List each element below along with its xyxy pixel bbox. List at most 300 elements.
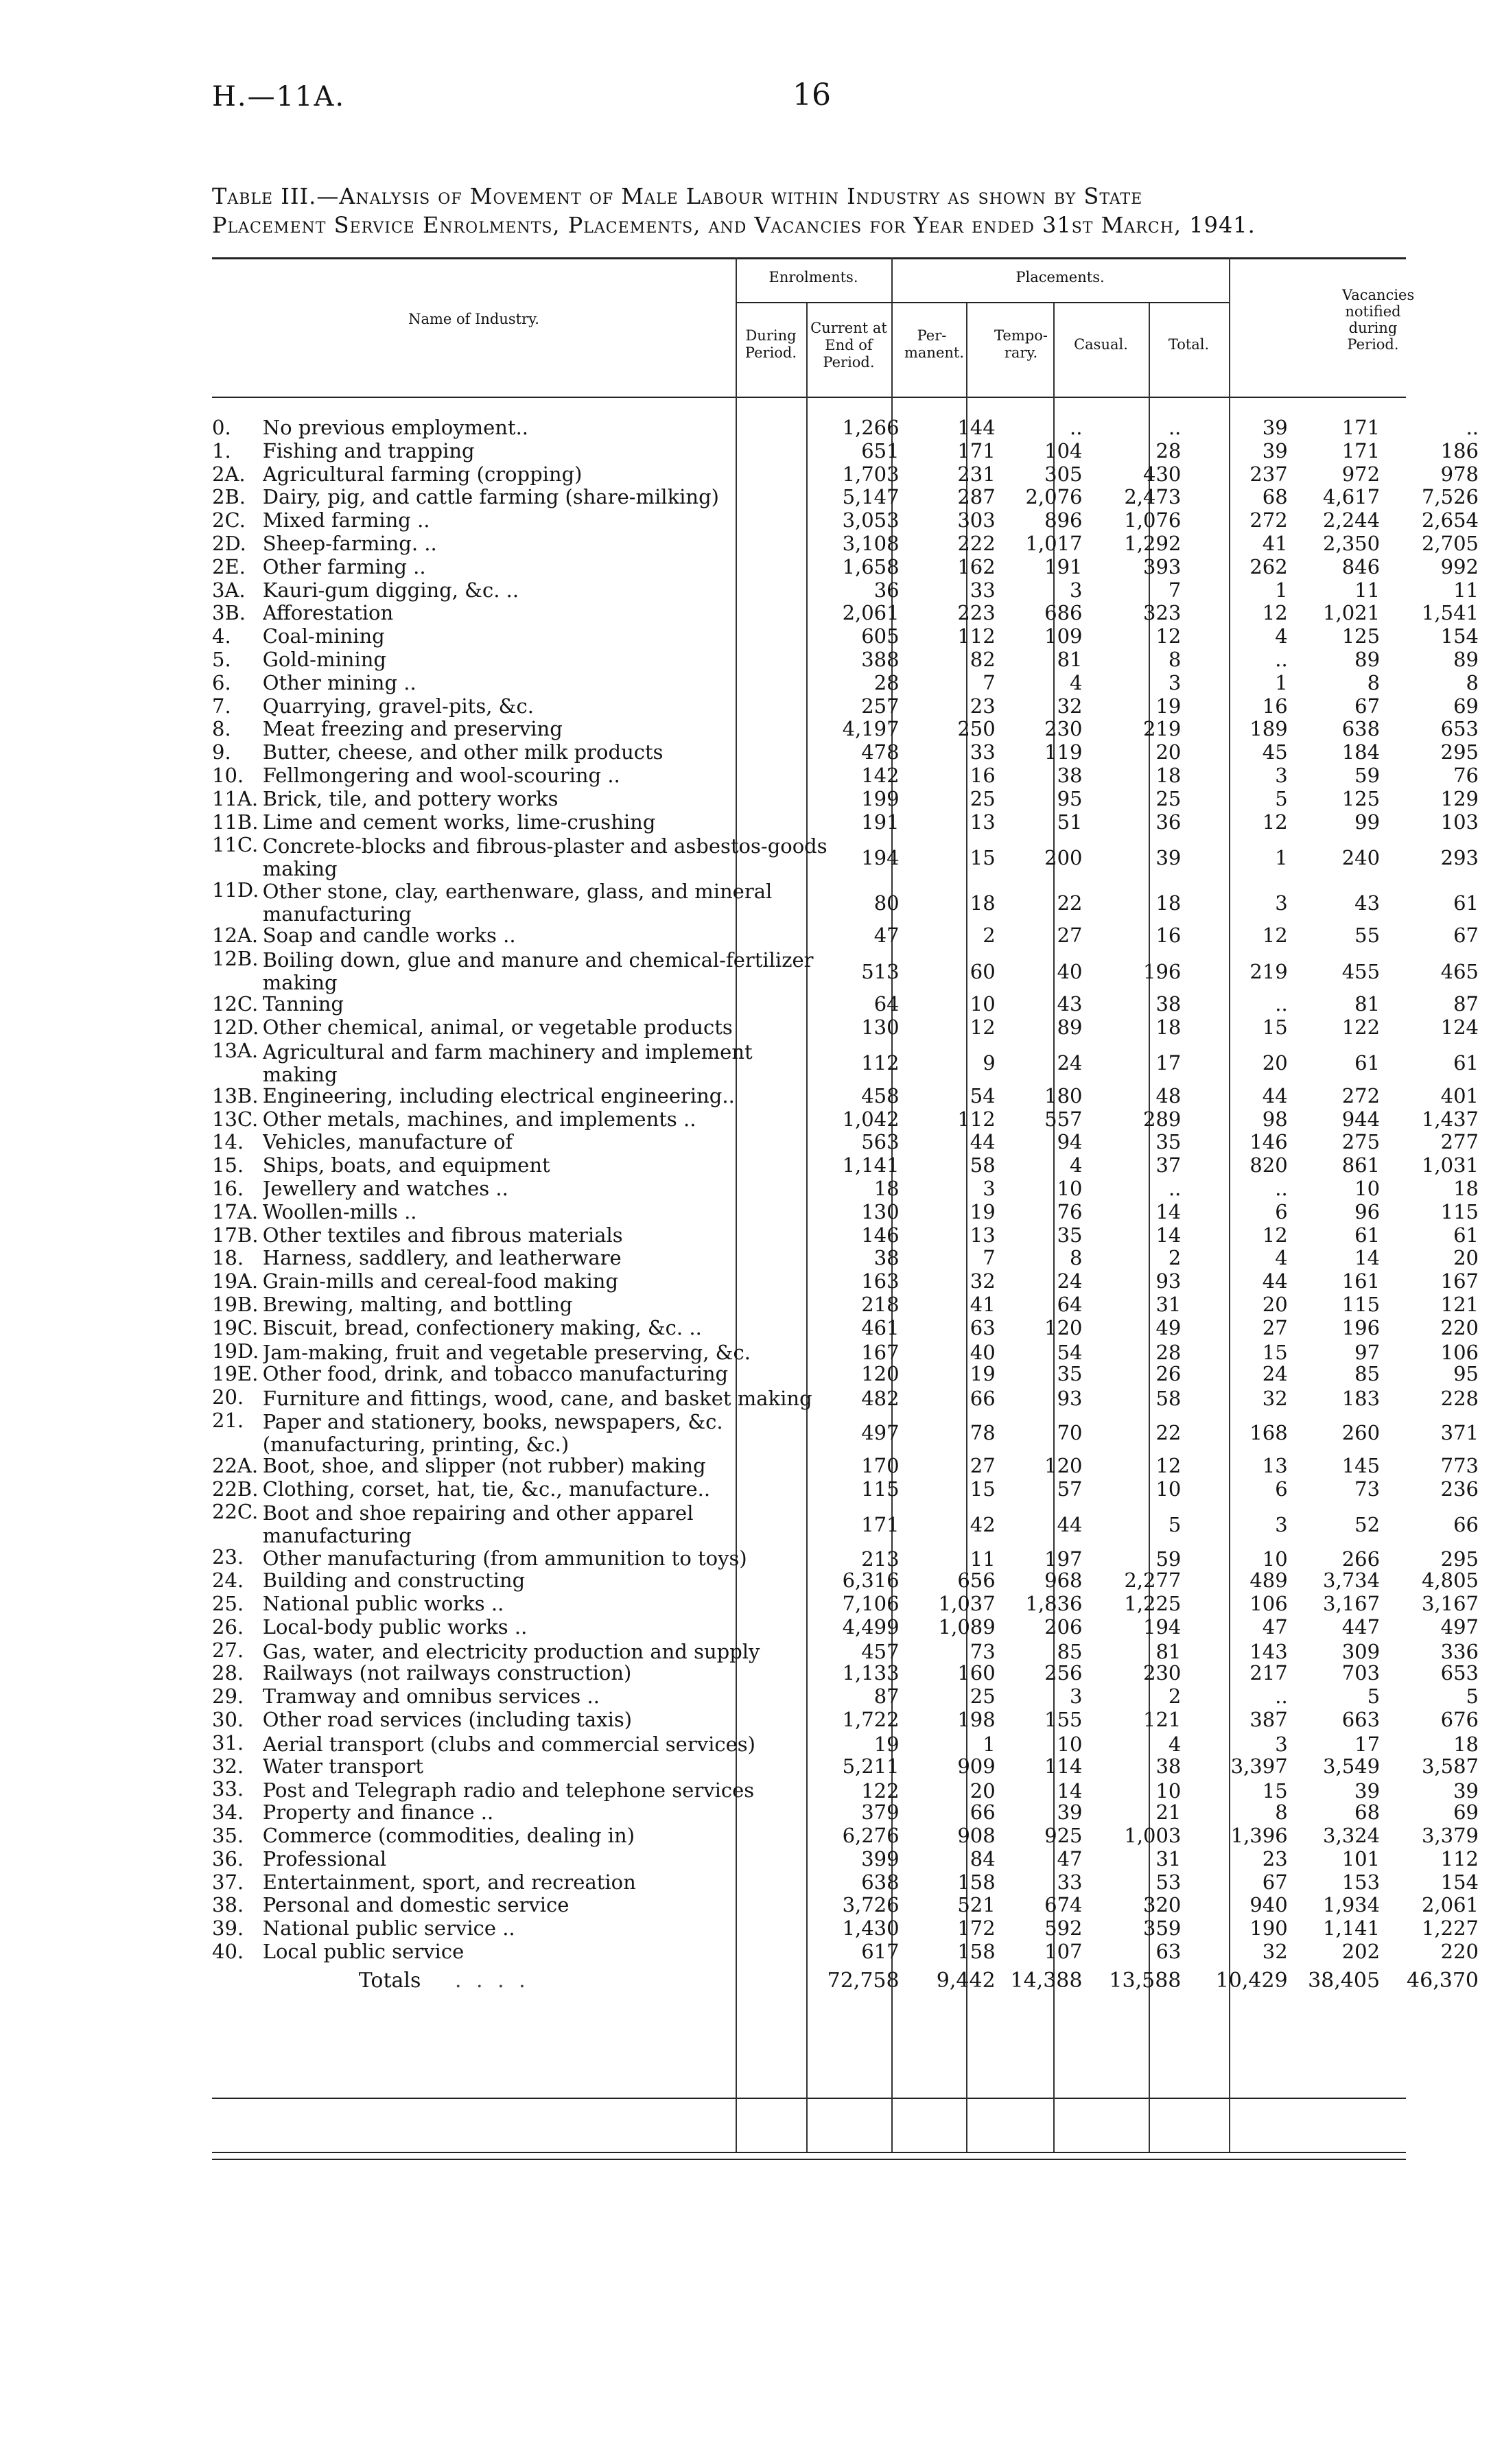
cell-casual: 106 bbox=[1249, 1594, 1288, 1616]
cell-vacancies: 67 bbox=[1453, 926, 1479, 948]
cell-temporary: 25 bbox=[1155, 788, 1182, 810]
cell-vacancies: 5 bbox=[1466, 1687, 1479, 1709]
cell-total: 5 bbox=[1367, 1687, 1381, 1709]
cell-total: 161 bbox=[1341, 1271, 1381, 1293]
cell-vacancies: 66 bbox=[1453, 1512, 1479, 1536]
table-row bbox=[212, 926, 1491, 949]
cell-current: 73 bbox=[970, 1640, 996, 1664]
industry-code: 19C. bbox=[212, 1317, 259, 1339]
cell-vacancies: 992 bbox=[1440, 556, 1479, 578]
industry-code: 19A. bbox=[212, 1271, 259, 1293]
cell-vacancies: 69 bbox=[1453, 1803, 1479, 1824]
cell-current: 1,037 bbox=[938, 1594, 996, 1616]
cell-temporary: 289 bbox=[1143, 1109, 1182, 1131]
table-row bbox=[212, 1594, 1491, 1617]
cell-permanent: 38 bbox=[1057, 765, 1083, 787]
industry-name: Agricultural and farm machinery and implement making bbox=[262, 1040, 753, 1086]
cell-permanent: 94 bbox=[1057, 1132, 1083, 1154]
cell-vacancies: 103 bbox=[1440, 812, 1479, 834]
cell-permanent: 10 bbox=[1057, 1733, 1083, 1757]
industry-name: Fishing and trapping bbox=[262, 441, 475, 462]
table-row bbox=[212, 719, 1491, 742]
table-row bbox=[212, 1895, 1491, 1919]
cell-casual: 45 bbox=[1262, 742, 1288, 764]
industry-code: 29. bbox=[212, 1687, 244, 1709]
cell-vacancies: 167 bbox=[1440, 1271, 1479, 1293]
totals-row bbox=[212, 1965, 1491, 1998]
cell-permanent: 35 bbox=[1057, 1364, 1083, 1386]
cell-during: 146 bbox=[861, 1225, 900, 1247]
cell-casual: 27 bbox=[1262, 1317, 1288, 1339]
industry-name: Kauri-gum digging, &c. .. bbox=[262, 580, 519, 602]
industry-code: 30. bbox=[212, 1710, 244, 1732]
cell-temporary: 1,225 bbox=[1124, 1594, 1182, 1616]
cell-casual: 217 bbox=[1249, 1663, 1288, 1685]
industry-name: Other road services (including taxis) bbox=[262, 1710, 633, 1732]
cell-casual: 3 bbox=[1275, 1512, 1288, 1536]
industry-code: 3A. bbox=[212, 580, 246, 602]
cell-during: 28 bbox=[873, 672, 900, 694]
cell-vacancies: 220 bbox=[1440, 1317, 1479, 1339]
cell-vacancies: 465 bbox=[1440, 959, 1479, 983]
industry-name: Local-body public works .. bbox=[262, 1617, 528, 1639]
cell-vacancies: 7,526 bbox=[1421, 487, 1479, 509]
industry-code: 24. bbox=[212, 1571, 244, 1593]
cell-vacancies: 11 bbox=[1453, 580, 1479, 602]
industry-code: 6. bbox=[212, 672, 231, 694]
cell-total: 703 bbox=[1341, 1663, 1381, 1685]
cell-casual: 24 bbox=[1262, 1364, 1288, 1386]
industry-name: Other stone, clay, earthenware, glass, and mineral manufacturing bbox=[262, 880, 773, 926]
cell-current: 41 bbox=[970, 1294, 996, 1316]
cell-vacancies: 2,705 bbox=[1421, 533, 1479, 555]
cell-current: 25 bbox=[970, 788, 996, 810]
table-row bbox=[212, 789, 1491, 812]
cell-permanent: 191 bbox=[1044, 556, 1083, 578]
cell-current: 82 bbox=[970, 649, 996, 671]
industry-code: 12D. bbox=[212, 1017, 259, 1039]
cell-current: 250 bbox=[957, 719, 996, 741]
cell-current: 160 bbox=[957, 1663, 996, 1685]
cell-casual: 15 bbox=[1262, 1341, 1288, 1364]
cell-permanent: 206 bbox=[1044, 1617, 1083, 1639]
industry-code: 22B. bbox=[212, 1479, 259, 1501]
cell-temporary: 320 bbox=[1143, 1895, 1182, 1917]
cell-casual: 20 bbox=[1262, 1294, 1288, 1316]
cell-vacancies: 61 bbox=[1453, 891, 1479, 915]
cell-permanent: 104 bbox=[1044, 441, 1083, 462]
cell-temporary: 59 bbox=[1155, 1547, 1182, 1571]
cell-permanent: 155 bbox=[1044, 1710, 1083, 1732]
header-name-of-industry: Name of Industry. bbox=[408, 311, 539, 327]
cell-current: 23 bbox=[970, 696, 996, 718]
cell-during: 115 bbox=[861, 1479, 900, 1501]
cell-temporary: 7 bbox=[1168, 580, 1182, 602]
cell-current: 27 bbox=[970, 1455, 996, 1477]
cell-during: 651 bbox=[861, 441, 900, 462]
cell-during: 482 bbox=[861, 1387, 900, 1411]
cell-casual: 44 bbox=[1262, 1271, 1288, 1293]
cell-current: 112 bbox=[957, 626, 996, 648]
cell-casual: 1 bbox=[1275, 672, 1288, 694]
table-row bbox=[212, 1779, 1491, 1803]
cell-casual: 6 bbox=[1275, 1201, 1288, 1223]
header-vacancies: Vacancies notified during Period. bbox=[1342, 287, 1415, 353]
table-row bbox=[212, 1295, 1491, 1318]
cell-vacancies: 87 bbox=[1453, 994, 1479, 1016]
cell-current: 231 bbox=[957, 464, 996, 486]
cell-casual: .. bbox=[1275, 649, 1288, 671]
cell-permanent: 43 bbox=[1057, 994, 1083, 1016]
cell-permanent: 592 bbox=[1044, 1919, 1083, 1940]
cell-temporary: 230 bbox=[1143, 1663, 1182, 1685]
cell-during: 122 bbox=[861, 1779, 900, 1803]
cell-current: 223 bbox=[957, 603, 996, 625]
totals-top-rule bbox=[212, 2098, 1406, 2099]
cell-casual: 41 bbox=[1262, 533, 1288, 555]
table-row bbox=[212, 1663, 1491, 1687]
cell-casual: 98 bbox=[1262, 1109, 1288, 1131]
cell-during: 199 bbox=[861, 788, 900, 810]
cell-vacancies: 115 bbox=[1440, 1201, 1479, 1223]
cell-total: 14 bbox=[1354, 1248, 1381, 1270]
cell-vacancies: 18 bbox=[1453, 1733, 1479, 1757]
cell-during: 3,053 bbox=[842, 511, 900, 532]
table-row bbox=[212, 835, 1491, 880]
cell-during: 638 bbox=[861, 1872, 900, 1894]
industry-code: 19B. bbox=[212, 1294, 259, 1316]
cell-vacancies: 2,654 bbox=[1421, 511, 1479, 532]
cell-current: 33 bbox=[970, 742, 996, 764]
cell-permanent: 2,076 bbox=[1025, 487, 1083, 509]
industry-code: 18. bbox=[212, 1248, 244, 1270]
cell-permanent: 93 bbox=[1057, 1387, 1083, 1411]
cell-temporary: 121 bbox=[1143, 1710, 1182, 1732]
industry-name: Railways (not railways construction) bbox=[262, 1663, 632, 1685]
industry-name: Woollen-mills .. bbox=[262, 1201, 417, 1223]
cell-temporary: 35 bbox=[1155, 1132, 1182, 1154]
cell-total: 59 bbox=[1354, 765, 1381, 787]
cell-temporary: 31 bbox=[1155, 1849, 1182, 1870]
table-row bbox=[212, 465, 1491, 488]
cell-total: 3,734 bbox=[1323, 1571, 1381, 1593]
cell-temporary: 430 bbox=[1143, 464, 1182, 486]
cell-total: 171 bbox=[1341, 441, 1381, 462]
cell-current: 13 bbox=[970, 812, 996, 834]
cell-temporary: 18 bbox=[1155, 1017, 1182, 1039]
cell-temporary: 39 bbox=[1155, 845, 1182, 869]
cell-current: 58 bbox=[970, 1155, 996, 1177]
cell-total: 145 bbox=[1341, 1455, 1381, 1477]
cell-casual: 190 bbox=[1249, 1919, 1288, 1940]
cell-current: 63 bbox=[970, 1317, 996, 1339]
table-row bbox=[212, 650, 1491, 673]
cell-casual: 16 bbox=[1262, 696, 1288, 718]
cell-current: 162 bbox=[957, 556, 996, 578]
industry-code: 3B. bbox=[212, 603, 246, 625]
industry-code: 17A. bbox=[212, 1201, 259, 1223]
cell-permanent: 44 bbox=[1057, 1512, 1083, 1536]
cell-permanent: 24 bbox=[1057, 1271, 1083, 1293]
header-bottom-rule bbox=[212, 397, 1406, 398]
cell-current: 171 bbox=[957, 441, 996, 462]
cell-vacancies: 336 bbox=[1440, 1640, 1479, 1664]
industry-code: 16. bbox=[212, 1178, 244, 1200]
cell-current: 2 bbox=[983, 926, 996, 948]
cell-during: 218 bbox=[861, 1294, 900, 1316]
industry-code: 19E. bbox=[212, 1364, 259, 1386]
cell-casual: 1,396 bbox=[1230, 1826, 1288, 1848]
cell-permanent: 230 bbox=[1044, 719, 1083, 741]
cell-permanent: 70 bbox=[1057, 1421, 1083, 1445]
industry-name: No previous employment.. bbox=[262, 418, 529, 439]
cell-temporary: 26 bbox=[1155, 1364, 1182, 1386]
cell-current: 40 bbox=[970, 1341, 996, 1364]
table-caption bbox=[212, 182, 1406, 239]
cell-permanent: 14 bbox=[1057, 1779, 1083, 1803]
industry-name: Property and finance .. bbox=[262, 1803, 494, 1824]
industry-name: Jewellery and watches .. bbox=[262, 1178, 508, 1200]
cell-total: 17 bbox=[1354, 1733, 1381, 1757]
cell-permanent: 33 bbox=[1057, 1872, 1083, 1894]
cell-permanent: 686 bbox=[1044, 603, 1083, 625]
cell-current: 32 bbox=[970, 1271, 996, 1293]
cell-vacancies: 497 bbox=[1440, 1617, 1479, 1639]
totals-during: 72,758 bbox=[827, 1968, 900, 1993]
industry-name: Gas, water, and electricity production and supply bbox=[262, 1640, 760, 1663]
cell-vacancies: 653 bbox=[1440, 1663, 1479, 1685]
table-row bbox=[212, 1733, 1491, 1757]
totals-temporary: 13,588 bbox=[1109, 1968, 1182, 1993]
cell-during: 1,042 bbox=[842, 1109, 900, 1131]
cell-permanent: 22 bbox=[1057, 891, 1083, 915]
cell-vacancies: 20 bbox=[1453, 1248, 1479, 1270]
table-row bbox=[212, 1132, 1491, 1155]
cell-total: 10 bbox=[1354, 1178, 1381, 1200]
table-row bbox=[212, 1826, 1491, 1849]
industry-name: Ships, boats, and equipment bbox=[262, 1155, 550, 1177]
cell-total: 115 bbox=[1341, 1294, 1381, 1316]
cell-permanent: 85 bbox=[1057, 1640, 1083, 1664]
cell-permanent: 120 bbox=[1044, 1317, 1083, 1339]
cell-current: 9 bbox=[983, 1051, 996, 1075]
cell-during: 4,499 bbox=[842, 1617, 900, 1639]
cell-temporary: 21 bbox=[1155, 1803, 1182, 1824]
industry-code: 11C. bbox=[212, 835, 259, 857]
industry-name: Other manufacturing (from ammunition to toys) bbox=[262, 1547, 747, 1571]
table-row bbox=[212, 766, 1491, 789]
cell-casual: 8 bbox=[1275, 1803, 1288, 1824]
cell-casual: 39 bbox=[1262, 418, 1288, 439]
table-row bbox=[212, 1271, 1491, 1295]
cell-permanent: 24 bbox=[1057, 1051, 1083, 1075]
cell-permanent: 114 bbox=[1044, 1756, 1083, 1778]
industry-name: Tanning bbox=[262, 994, 344, 1016]
cell-vacancies: 295 bbox=[1440, 742, 1479, 764]
industry-name: Clothing, corset, hat, tie, &c., manufacture.. bbox=[262, 1479, 711, 1501]
table-row bbox=[212, 418, 1491, 441]
cell-temporary: 194 bbox=[1143, 1617, 1182, 1639]
cell-casual: .. bbox=[1275, 1178, 1288, 1200]
cell-current: 7 bbox=[983, 1248, 996, 1270]
cell-permanent: 81 bbox=[1057, 649, 1083, 671]
cell-total: 1,934 bbox=[1323, 1895, 1381, 1917]
industry-name: Jam-making, fruit and vegetable preserving, &c. bbox=[262, 1341, 751, 1364]
cell-vacancies: 154 bbox=[1440, 626, 1479, 648]
cell-casual: 4 bbox=[1275, 626, 1288, 648]
cell-during: 7,106 bbox=[842, 1594, 900, 1616]
industry-name: Personal and domestic service bbox=[262, 1895, 570, 1917]
cell-current: 158 bbox=[957, 1872, 996, 1894]
group-header-rule bbox=[736, 302, 1229, 303]
table-row bbox=[212, 949, 1491, 994]
cell-temporary: 16 bbox=[1155, 926, 1182, 948]
cell-total: 89 bbox=[1354, 649, 1381, 671]
cell-during: 6,316 bbox=[842, 1571, 900, 1593]
cell-casual: 67 bbox=[1262, 1872, 1288, 1894]
header-casual: Casual. bbox=[1074, 336, 1128, 353]
cell-vacancies: 112 bbox=[1440, 1849, 1479, 1870]
cell-permanent: 57 bbox=[1057, 1479, 1083, 1501]
industry-code: 25. bbox=[212, 1594, 244, 1616]
cell-total: 447 bbox=[1341, 1617, 1381, 1639]
cell-temporary: 31 bbox=[1155, 1294, 1182, 1316]
cell-vacancies: 129 bbox=[1440, 788, 1479, 810]
cell-total: 122 bbox=[1341, 1017, 1381, 1039]
cell-permanent: 200 bbox=[1044, 845, 1083, 869]
industry-code: 0. bbox=[212, 418, 231, 439]
cell-permanent: 27 bbox=[1057, 926, 1083, 948]
cell-during: 213 bbox=[861, 1547, 900, 1571]
cell-during: 167 bbox=[861, 1341, 900, 1364]
caption-line-2: Placement Service Enrolments, Placements, and Vacancies for Year ended 31st March, 1941. bbox=[212, 212, 1256, 238]
cell-temporary: 393 bbox=[1143, 556, 1182, 578]
cell-vacancies: 18 bbox=[1453, 1178, 1479, 1200]
industry-name: Building and constructing bbox=[262, 1571, 526, 1593]
industry-name: Water transport bbox=[262, 1756, 424, 1778]
industry-code: 36. bbox=[212, 1849, 244, 1870]
cell-temporary: 1,076 bbox=[1124, 511, 1182, 532]
cell-during: 5,147 bbox=[842, 487, 900, 509]
cell-temporary: .. bbox=[1168, 418, 1182, 439]
table-row bbox=[212, 696, 1491, 720]
cell-temporary: 18 bbox=[1155, 891, 1182, 915]
cell-total: 846 bbox=[1341, 556, 1381, 578]
table-row bbox=[212, 1110, 1491, 1133]
industry-code: 13C. bbox=[212, 1109, 259, 1131]
cell-permanent: 896 bbox=[1044, 511, 1083, 532]
cell-total: 260 bbox=[1341, 1421, 1381, 1445]
cell-total: 101 bbox=[1341, 1849, 1381, 1870]
cell-during: 142 bbox=[861, 765, 900, 787]
industry-name: Brewing, malting, and bottling bbox=[262, 1294, 573, 1316]
table-row bbox=[212, 812, 1491, 836]
cell-permanent: 51 bbox=[1057, 812, 1083, 834]
industry-code: 2E. bbox=[212, 556, 246, 578]
cell-during: 563 bbox=[861, 1132, 900, 1154]
cell-during: 1,658 bbox=[842, 556, 900, 578]
cell-total: 61 bbox=[1354, 1051, 1381, 1075]
cell-vacancies: 676 bbox=[1440, 1710, 1479, 1732]
cell-current: 303 bbox=[957, 511, 996, 532]
cell-total: 125 bbox=[1341, 788, 1381, 810]
table-row bbox=[212, 1179, 1491, 1202]
cell-temporary: 12 bbox=[1155, 1455, 1182, 1477]
table-row bbox=[212, 1479, 1491, 1503]
cell-casual: 387 bbox=[1249, 1710, 1288, 1732]
cell-temporary: 8 bbox=[1168, 649, 1182, 671]
industry-code: 32. bbox=[212, 1756, 244, 1778]
cell-permanent: 32 bbox=[1057, 696, 1083, 718]
industry-code: 22A. bbox=[212, 1455, 259, 1477]
cell-total: 861 bbox=[1341, 1155, 1381, 1177]
cell-vacancies: 8 bbox=[1466, 672, 1479, 694]
industry-name: Harness, saddlery, and leatherware bbox=[262, 1248, 622, 1270]
industry-code: 31. bbox=[212, 1733, 244, 1755]
cell-total: 2,244 bbox=[1323, 511, 1381, 532]
table-row bbox=[212, 1942, 1491, 1965]
cell-total: 61 bbox=[1354, 1225, 1381, 1247]
cell-temporary: 2 bbox=[1168, 1687, 1182, 1709]
cell-vacancies: 773 bbox=[1440, 1455, 1479, 1477]
industry-name: Coal-mining bbox=[262, 626, 385, 648]
industry-name: Other textiles and fibrous materials bbox=[262, 1225, 623, 1247]
cell-current: 112 bbox=[957, 1109, 996, 1131]
cell-temporary: 10 bbox=[1155, 1479, 1182, 1501]
cell-during: 38 bbox=[873, 1248, 900, 1270]
cell-permanent: .. bbox=[1070, 418, 1083, 439]
cell-casual: 23 bbox=[1262, 1849, 1288, 1870]
cell-permanent: 256 bbox=[1044, 1663, 1083, 1685]
cell-during: 388 bbox=[861, 649, 900, 671]
table-row bbox=[212, 1571, 1491, 1594]
cell-current: 33 bbox=[970, 580, 996, 602]
cell-during: 6,276 bbox=[842, 1826, 900, 1848]
cell-temporary: 36 bbox=[1155, 812, 1182, 834]
cell-current: 78 bbox=[970, 1421, 996, 1445]
cell-permanent: 107 bbox=[1044, 1942, 1083, 1964]
cell-total: 3,324 bbox=[1323, 1826, 1381, 1848]
table-row bbox=[212, 1456, 1491, 1479]
industry-name: National public works .. bbox=[262, 1594, 504, 1616]
cell-temporary: 17 bbox=[1155, 1051, 1182, 1075]
industry-name: Paper and stationery, books, newspapers, &c. (manufacturing, printing, &c.) bbox=[262, 1410, 723, 1456]
industry-code: 4. bbox=[212, 626, 231, 648]
table-row bbox=[212, 1919, 1491, 1942]
cell-permanent: 180 bbox=[1044, 1086, 1083, 1107]
table-row bbox=[212, 603, 1491, 626]
table-row bbox=[212, 441, 1491, 465]
cell-vacancies: 295 bbox=[1440, 1547, 1479, 1571]
cell-during: 1,266 bbox=[842, 418, 900, 439]
table-row bbox=[212, 1018, 1491, 1041]
cell-during: 513 bbox=[861, 959, 900, 983]
industry-name: Boot and shoe repairing and other apparel manufacturing bbox=[262, 1502, 694, 1548]
cell-temporary: 28 bbox=[1155, 441, 1182, 462]
header-current-at-end: Current at End of Period. bbox=[810, 320, 887, 371]
cell-vacancies: 76 bbox=[1453, 765, 1479, 787]
industry-name: National public service .. bbox=[262, 1919, 515, 1940]
cell-during: 191 bbox=[861, 812, 900, 834]
table-row bbox=[212, 994, 1491, 1018]
industry-name: Gold-mining bbox=[262, 649, 386, 671]
industry-name: Aerial transport (clubs and commercial services) bbox=[262, 1733, 755, 1756]
cell-current: 909 bbox=[957, 1756, 996, 1778]
cell-temporary: 19 bbox=[1155, 696, 1182, 718]
industry-name: Soap and candle works .. bbox=[262, 926, 516, 948]
cell-vacancies: 3,167 bbox=[1421, 1594, 1479, 1616]
cell-permanent: 3 bbox=[1070, 1687, 1083, 1709]
